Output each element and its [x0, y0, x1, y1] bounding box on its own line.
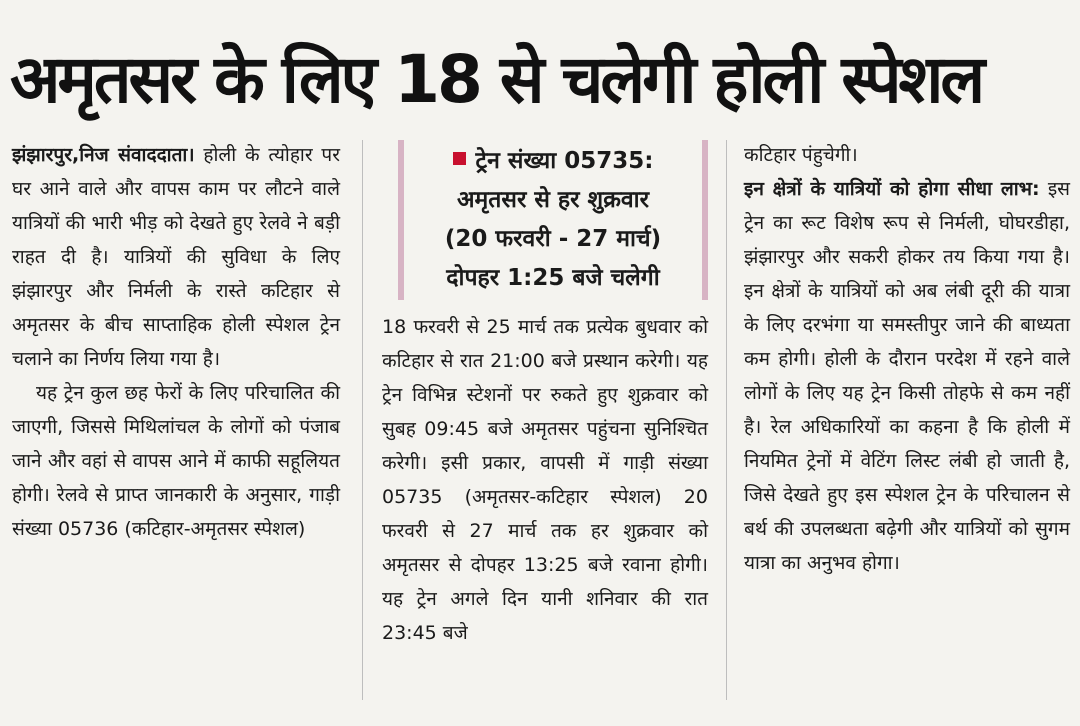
column-divider-1	[362, 140, 363, 700]
paragraph-1-text: होली के त्योहार पर घर आने वाले और वापस काम पर लौटने वाले यात्रियों की भारी भीड़ को देखते हुए रेलवे ने बड़ी राहत दी है। यात्रियों की सुविधा के लिए झंझारपुर और निर्मली के रास्ते कटिहार से अमृतसर के बीच साप्ताहिक होली स्पेशल ट्रेन चलाने का निर्णय लिया गया है।	[12, 144, 340, 370]
headline: अमृतसर के लिए 18 से चलेगी होली स्पेशल	[10, 41, 983, 118]
article-column-3	[744, 138, 1070, 698]
paragraph-2: यह ट्रेन कुल छह फेरों के लिए परिचालित की जाएगी, जिससे मिथिलांचल के लोगों को पंजाब जाने और वहां से वापस आने में काफी सहूलियत होगी। रेलवे से प्राप्त जानकारी के अनुसार, गाड़ी संख्या 05736 (कटिहार-अमृतसर स्पेशल)	[12, 382, 340, 540]
highlight-line-4: दोपहर 1:25 बजे चलेगी	[446, 265, 660, 291]
article-column-2	[382, 310, 708, 700]
highlight-line-1	[414, 142, 692, 181]
byline: झंझारपुर,निज संवाददाता।	[12, 144, 195, 166]
highlight-line-1-text: ट्रेन संख्या 05735:	[475, 148, 654, 174]
paragraph-1	[12, 138, 340, 376]
column-divider-2	[726, 140, 727, 700]
subheading: इन क्षेत्रों के यात्रियों को होगा सीधा लाभ:	[744, 178, 1040, 200]
article-column-1	[12, 138, 340, 698]
highlight-line-3: (20 फरवरी - 27 मार्च)	[444, 226, 662, 252]
paragraph-5	[744, 172, 1070, 580]
paragraph-5-text: इस ट्रेन का रूट विशेष रूप से निर्मली, घोघरडीहा, झंझारपुर और सकरी होकर तय किया गया है। इन क्षेत्रों के यात्रियों को अब लंबी दूरी की यात्रा के लिए दरभंगा या समस्तीपुर जाने की बाध्यता कम होगी। होली के दौरान परदेश में रहने वाले लोगों के लिए यह ट्रेन किसी तोहफे से कम नहीं है। रेल अधिकारियों का कहना है कि होली में नियमित ट्रेनों में वेटिंग लिस्ट लंबी हो जाती है, जिसे देखते हुए इस स्पेशल ट्रेन के परिचालन से बर्थ की उपलब्धता बढ़ेगी और यात्रियों को सुगम यात्रा का अनुभव होगा।	[744, 178, 1070, 574]
highlight-line-2: अमृतसर से हर शुक्रवार	[456, 187, 650, 213]
red-square-bullet-icon	[453, 152, 466, 165]
paragraph-3: 18 फरवरी से 25 मार्च तक प्रत्येक बुधवार को कटिहार से रात 21:00 बजे प्रस्थान करेगी। यह ट्रेन विभिन्न स्टेशनों पर रुकते हुए शुक्रवार को सुबह 09:45 बजे अमृतसर पहुंचना सुनिश्चित करेगी। इसी प्रकार, वापसी में गाड़ी संख्या 05735 (अमृतसर-कटिहार स्पेशल) 20 फरवरी से 27 मार्च तक हर शुक्रवार को अमृतसर से दोपहर 13:25 बजे रवाना होगी। यह ट्रेन अगले दिन यानी शनिवार की रात 23:45 बजे	[382, 316, 708, 644]
paragraph-4: कटिहार पंहुचेगी।	[744, 144, 858, 166]
highlight-box	[398, 140, 708, 300]
